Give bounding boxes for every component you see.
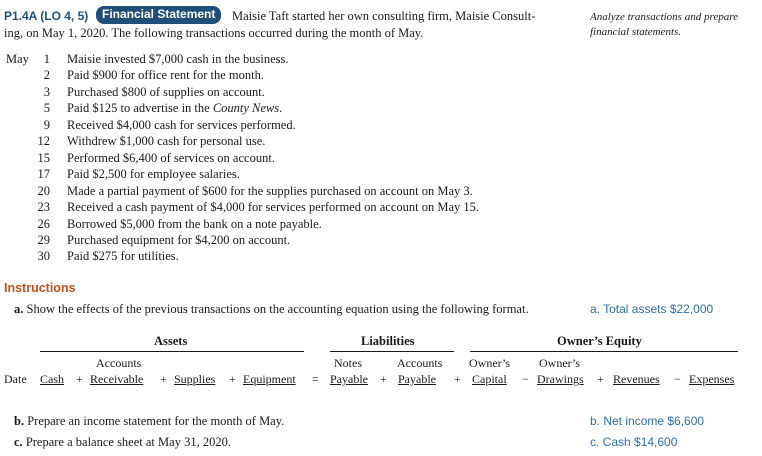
assets-rule — [40, 351, 304, 352]
minus-operator: − — [522, 372, 529, 386]
transaction-description — [67, 101, 282, 116]
answer-c: c. Cash $14,600 — [590, 435, 678, 449]
transaction-day: 2 — [43, 68, 50, 82]
plus-operator: + — [597, 372, 604, 386]
equipment-column: Equipment — [243, 372, 296, 386]
transaction-day: 20 — [37, 184, 50, 198]
problem-type-badge: Financial Statement — [96, 6, 221, 24]
instruction-b — [14, 414, 284, 429]
margin-note: Analyze transactions and prepare financial statements. — [590, 11, 738, 38]
accounts-payable-column: Payable — [398, 372, 436, 386]
notes-payable-column: Payable — [330, 372, 368, 386]
transaction-day: 30 — [37, 249, 50, 263]
owners-equity-header: Owner’s Equity — [557, 334, 642, 348]
owners-capital-top: Owner’s — [469, 356, 511, 370]
instruction-a — [14, 302, 529, 317]
instruction-c-label: c. — [14, 435, 23, 449]
owners-drawings-column: Drawings — [537, 372, 584, 386]
equals-operator: = — [312, 372, 319, 386]
instruction-c-text: Prepare a balance sheet at May 31, 2020. — [25, 435, 231, 449]
transaction-description: Received $4,000 cash for services performed. — [67, 118, 296, 132]
notes-payable-top: Notes — [334, 356, 362, 370]
transaction-description-part: Paid $125 to advertise in the — [67, 101, 213, 115]
transaction-description: Paid $275 for utilities. — [67, 249, 179, 263]
transaction-description: Paid $2,500 for employee salaries. — [67, 167, 240, 181]
liabilities-rule — [330, 351, 454, 352]
plus-operator: + — [454, 372, 461, 386]
accounts-payable-top: Accounts — [397, 356, 443, 370]
transaction-description: Withdrew $1,000 cash for personal use. — [67, 134, 266, 148]
minus-operator: − — [674, 372, 681, 386]
transaction-description: Purchased equipment for $4,200 on account. — [67, 233, 291, 247]
problem-id: P1.4A (LO 4, 5) — [4, 9, 89, 23]
owners-capital-column: Capital — [472, 372, 507, 386]
intro-text-line-1: Maisie Taft started her own consulting firm, Maisie Consult- — [232, 9, 536, 23]
plus-operator: + — [160, 372, 167, 386]
answer-a: a. Total assets $22,000 — [590, 302, 714, 316]
instructions-heading: Instructions — [4, 281, 76, 295]
instruction-b-label: b. — [14, 414, 25, 428]
transaction-description: Received a cash payment of $4,000 for services performed on account on May 15. — [67, 200, 480, 214]
accounts-receivable-column: Receivable — [90, 372, 144, 386]
liabilities-header: Liabilities — [361, 334, 415, 348]
instruction-c — [14, 435, 231, 450]
transaction-day: 1 — [43, 52, 50, 66]
transaction-month: May — [6, 52, 29, 66]
accounts-receivable-top: Accounts — [96, 356, 142, 370]
owners-drawings-top: Owner’s — [539, 356, 581, 370]
assets-header: Assets — [154, 334, 188, 348]
transaction-day: 17 — [37, 167, 50, 181]
transaction-day: 3 — [43, 85, 50, 99]
transaction-day: 15 — [37, 151, 50, 165]
publication-name: County News — [212, 101, 280, 115]
transaction-description: Performed $6,400 of services on account. — [67, 151, 275, 165]
transaction-description: Borrowed $5,000 from the bank on a note payable. — [67, 217, 322, 231]
instruction-a-label: a. — [14, 302, 24, 316]
revenues-column: Revenues — [613, 372, 660, 386]
transaction-day: 29 — [37, 233, 50, 247]
transaction-description-part: . — [279, 101, 283, 115]
instruction-a-text: Show the effects of the previous transactions on the accounting equation using the following format. — [26, 302, 529, 316]
transaction-day: 23 — [37, 200, 50, 214]
plus-operator: + — [76, 372, 83, 386]
transaction-day: 26 — [37, 217, 50, 231]
transaction-description: Purchased $800 of supplies on account. — [67, 85, 265, 99]
transaction-description: Made a partial payment of $600 for the supplies purchased on account on May 3. — [67, 184, 473, 198]
transaction-description: Paid $900 for office rent for the month. — [67, 68, 264, 82]
cash-column: Cash — [40, 372, 64, 386]
plus-operator: + — [380, 372, 387, 386]
transaction-day: 12 — [37, 134, 50, 148]
owners-equity-rule — [470, 351, 738, 352]
intro-text-line-2: ing, on May 1, 2020. The following transactions occurred during the month of May. — [4, 26, 424, 40]
date-column: Date — [4, 372, 27, 386]
expenses-column: Expenses — [689, 372, 735, 386]
transaction-day: 5 — [43, 101, 50, 115]
answer-b: b. Net income $6,600 — [590, 414, 705, 428]
plus-operator: + — [229, 372, 236, 386]
supplies-column: Supplies — [174, 372, 216, 386]
transaction-description: Maisie invested $7,000 cash in the business. — [67, 52, 289, 66]
instruction-b-text: Prepare an income statement for the month of May. — [27, 414, 285, 428]
transaction-day: 9 — [43, 118, 50, 132]
